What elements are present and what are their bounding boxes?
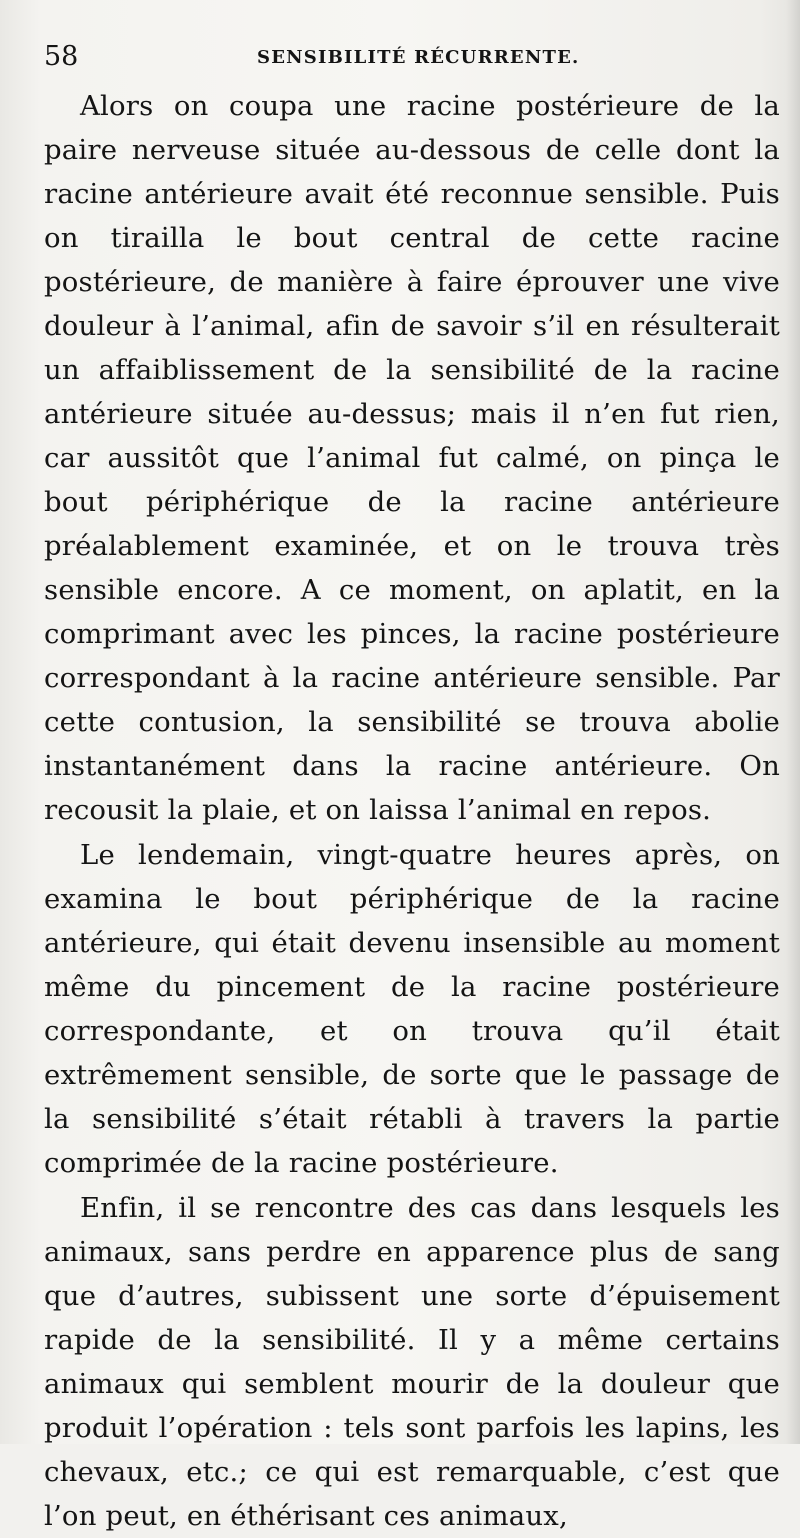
paragraph-3: Enfin, il se rencontre des cas dans lesquels les animaux, sans perdre en apparence plus de sang que d’autres, subissent une sorte d’épuisement rapide de la sensibilité. Il y a même certains animaux qui semblent mourir de la douleur que produit l’opération : tels sont parfois les lapins, les chevaux, etc.; ce qui est remarquable, c’est que l’on peut, en éthérisant ces animaux, [44, 1192, 780, 1532]
page-header [44, 40, 780, 80]
paragraph-2: Le lendemain, vingt-quatre heures après, on examina le bout périphérique de la racine antérieure, qui était devenu insensible au moment même du pincement de la racine postérieure correspondante, et on trouva qu’il était extrêmement sensible, de sorte que le passage de la sensibilité s’était rétabli à travers la partie comprimée de la racine postérieure. [44, 839, 780, 1179]
running-title: SENSIBILITÉ RÉCURRENTE. [257, 47, 580, 68]
page-edge-shadow [786, 0, 800, 1444]
paragraph-1: Alors on coupa une racine postérieure de la paire nerveuse située au-dessous de celle dont la racine antérieure avait été reconnue sensible. Puis on tirailla le bout central de cette racine postérieure, de manière à faire éprouver une vive douleur à l’animal, afin de savoir s’il en résulterait un affaiblissement de la sensibilité de la racine antérieure située au-dessus; mais il n’en fut rien, car aussitôt que l’animal fut calmé, on pinça le bout périphérique de la racine antérieure préalablement examinée, et on le trouva très sensible encore. A ce moment, on aplatit, en la comprimant avec les pinces, la racine postérieure correspondant à la racine antérieure sensible. Par cette contusion, la sensibilité se trouva abolie instantanément dans la racine antérieure. On recousit la plaie, et on laissa l’animal en repos. [44, 90, 780, 826]
body-text [44, 84, 780, 1538]
page-number: 58 [44, 41, 79, 72]
